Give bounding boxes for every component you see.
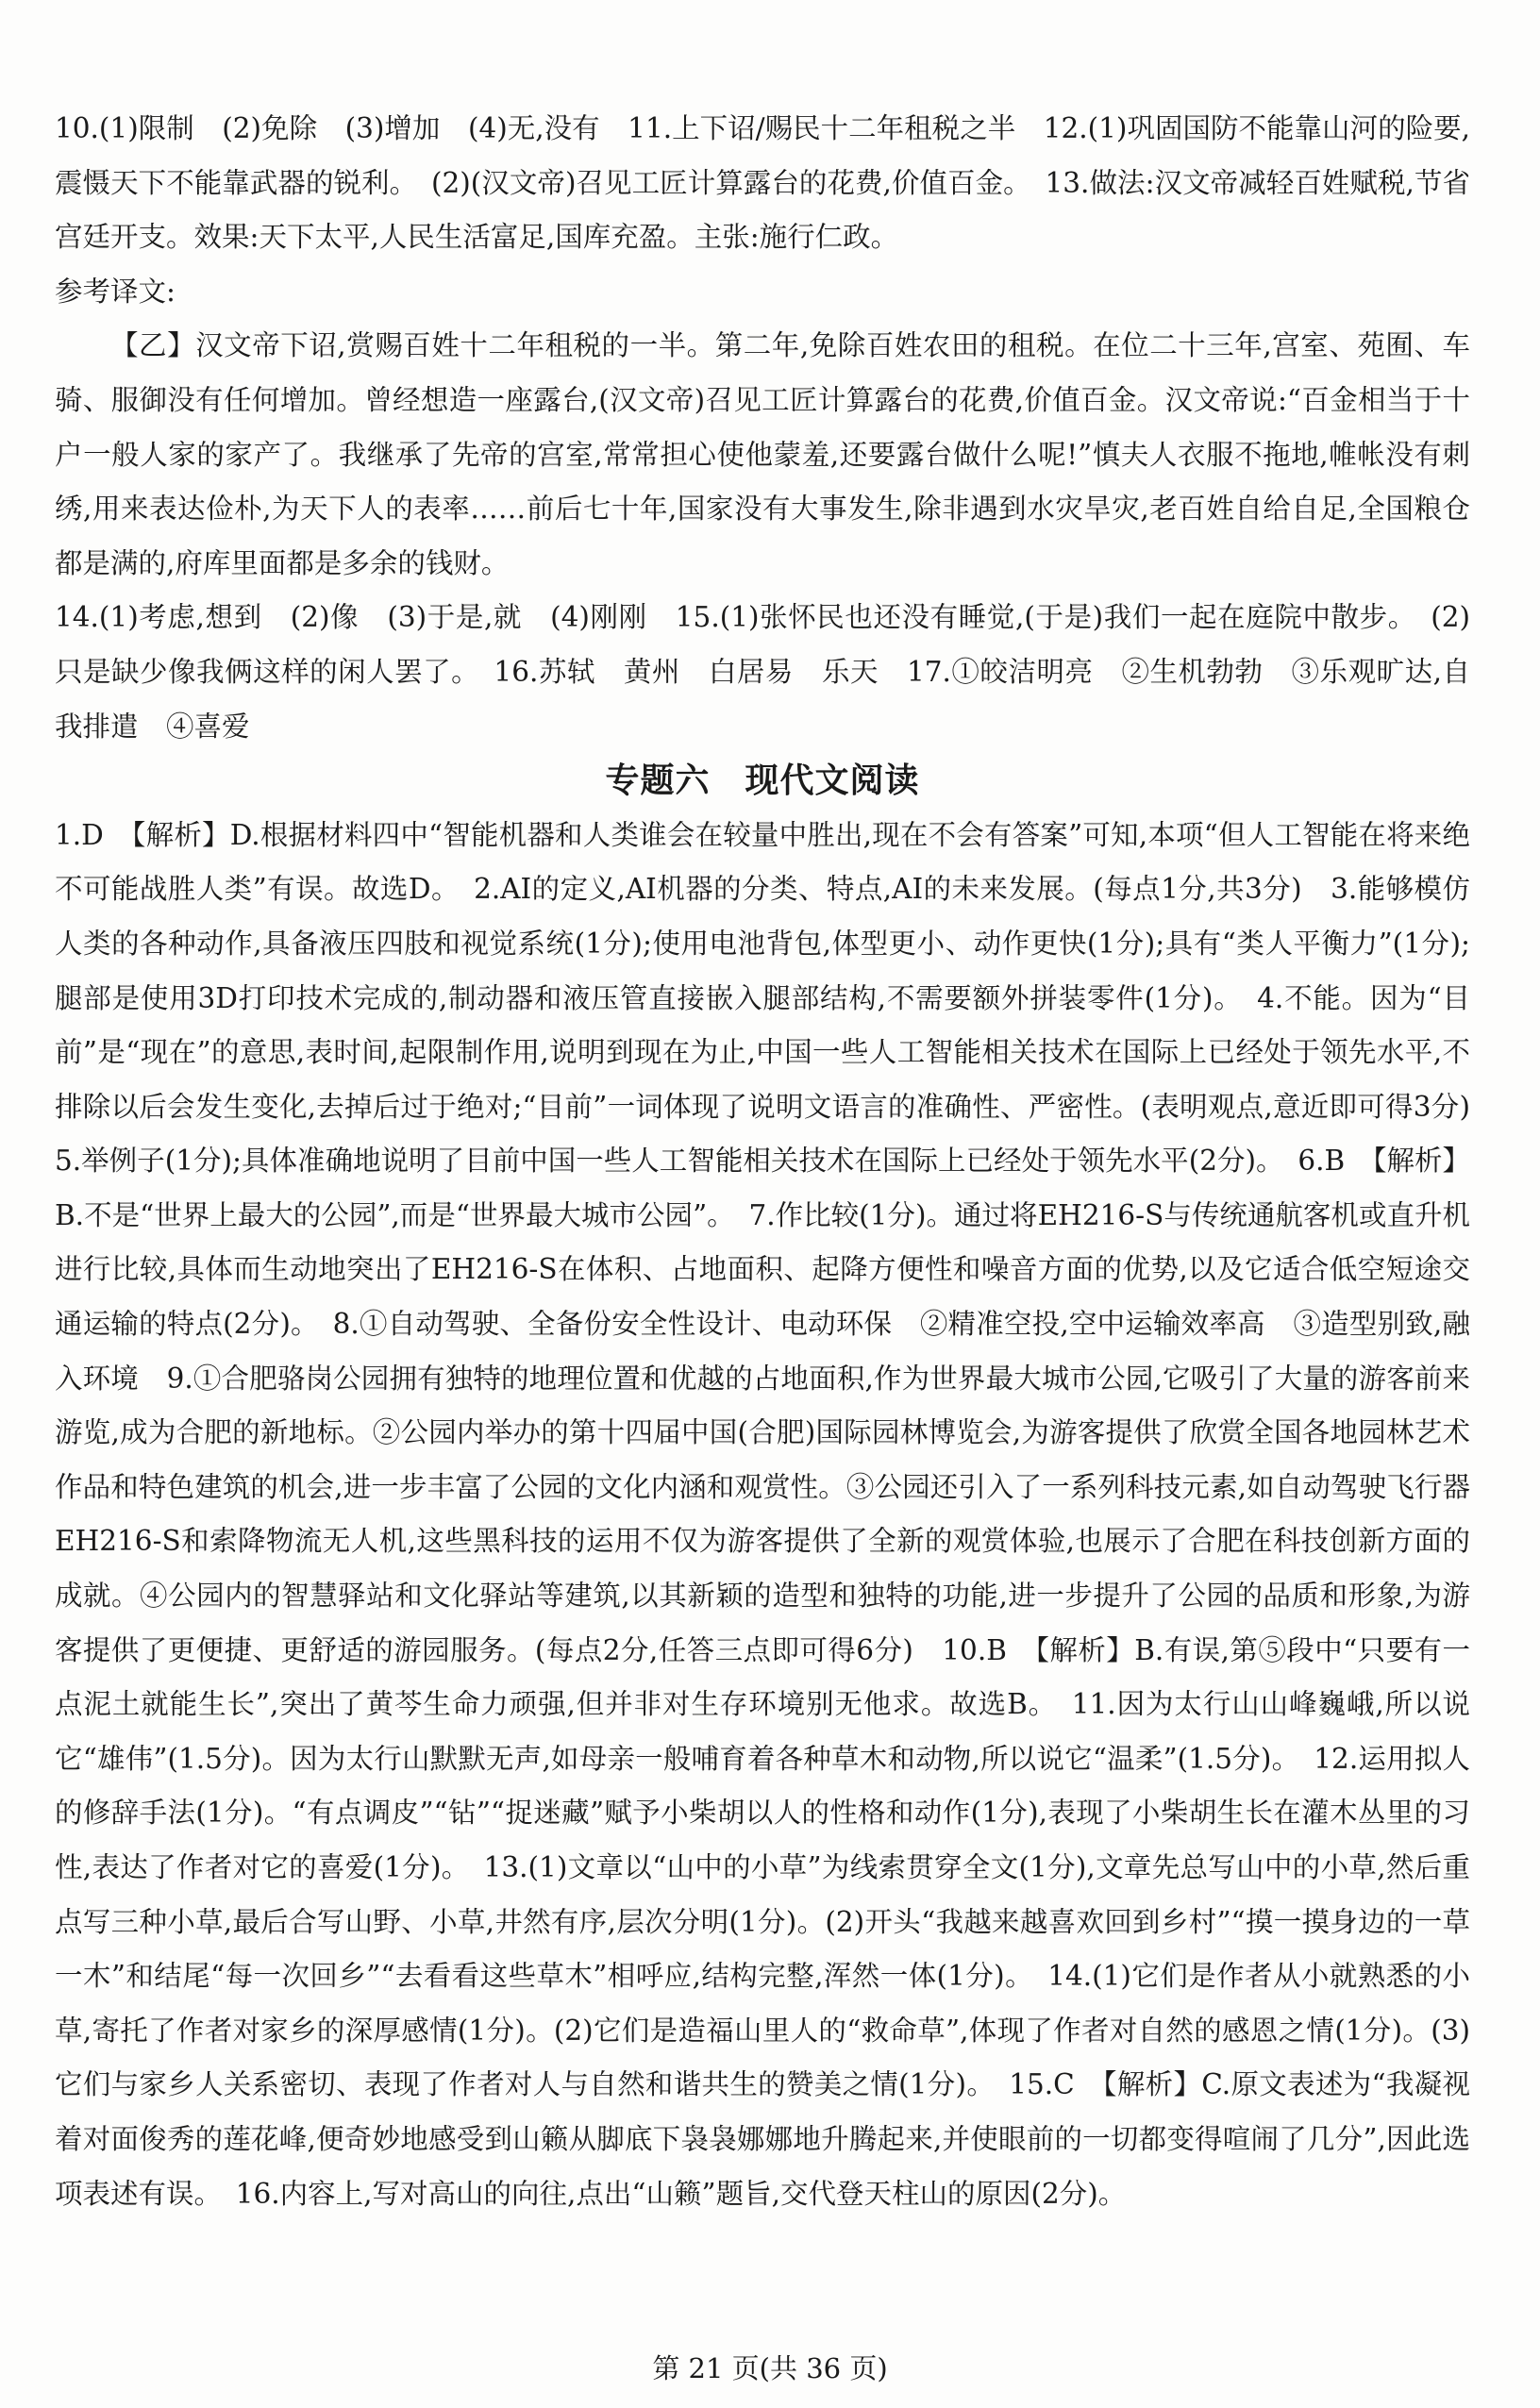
modern-reading-answers: 1.D 【解析】D.根据材料四中“智能机器和人类谁会在较量中胜出,现在不会有答案”可知,本项“但人工智能在将来绝不可能战胜人类”有误。故选D。 2.AI的定义,AI机器的分类、特点,AI的未来发展。(每点1分,共3分) 3.能够模仿人类的各种动作,具备液压四肢和视觉系统(1分);使用电池背包,体型更小、动作更快(1分);具有“类人平衡力”(1分);腿部是使用3D打印技术完成的,制动器和液压管直接嵌入腿部结构,不需要额外拼装零件(1分)。 4.不能。因为“目前”是“现在”的意思,表时间,起限制作用,说明到现在为止,中国一些人工智能相关技术在国际上已经处于领先水平,不排除以后会发生变化,去掉后过于绝对;“目前”一词体现了说明文语言的准确性、严密性。(表明观点,意近即可得3分) 5.举例子(1分);具体准确地说明了目前中国一些人工智能相关技术在国际上已经处于领先水平(2分)。 6.B 【解析】B.不是“世界上最大的公园”,而是“世界最大城市公园”。 7.作比较(1分)。通过将EH216-S与传统通航客机或直升机进行比较,具体而生动地突出了EH216-S在体积、占地面积、起降方便性和噪音方面的优势,以及它适合低空短途交通运输的特点(2分)。 8.①自动驾驶、全备份安全性设计、电动环保 ②精准空投,空中运输效率高 ③造型别致,融入环境 9.①合肥骆岗公园拥有独特的地理位置和优越的占地面积,作为世界最大城市公园,它吸引了大量的游客前来游览,成为合肥的新地标。②公园内举办的第十四届中国(合肥)国际园林博览会,为游客提供了欣赏全国各地园林艺术作品和特色建筑的机会,进一步丰富了公园的文化内涵和观赏性。③公园还引入了一系列科技元素,如自动驾驶飞行器EH216-S和索降物流无人机,这些黑科技的运用不仅为游客提供了全新的观赏体验,也展示了合肥在科技创新方面的成就。④公园内的智慧驿站和文化驿站等建筑,以其新颖的造型和独特的功能,进一步提升了公园的品质和形象,为游客提供了更便捷、更舒适的游园服务。(每点2分,任答三点即可得6分) 10.B 【解析】B.有误,第⑤段中“只要有一点泥土就能生长”,突出了黄芩生命力顽强,但并非对生存环境别无他求。故选B。 11.因为太行山山峰巍峨,所以说它“雄伟”(1.5分)。因为太行山默默无声,如母亲一般哺育着各种草木和动物,所以说它“温柔”(1.5分)。 12.运用拟人的修辞手法(1分)。“有点调皮”“钻”“捉迷藏”赋予小柴胡以人的性格和动作(1分),表现了小柴胡生长在灌木丛里的习性,表达了作者对它的喜爱(1分)。 13.(1)文章以“山中的小草”为线索贯穿全文(1分),文章先总写山中的小草,然后重点写三种小草,最后合写山野、小草,井然有序,层次分明(1分)。(2)开头“我越来越喜欢回到乡村”“摸一摸身边的一草一木”和结尾“每一次回乡”“去看看这些草木”相呼应,结构完整,浑然一体(1分)。 14.(1)它们是作者从小就熟悉的小草,寄托了作者对家乡的深厚感情(1分)。(2)它们是造福山里人的“救命草”,体现了作者对自然的感恩之情(1分)。(3)它们与家乡人关系密切、表现了作者对人与自然和谐共生的赞美之情(1分)。 15.C 【解析】C.原文表述为“我凝视着对面俊秀的莲花峰,便奇妙地感受到山籁从脚底下袅袅娜娜地升腾起来,并使眼前的一切都变得喧闹了几分”,因此选项表述有误。 16.内容上,写对高山的向往,点出“山籁”题旨,交代登天柱山的原因(2分)。 bbox=[55, 818, 1498, 2210]
section-title: 专题六 现代文阅读 bbox=[605, 761, 920, 801]
translation-label: 参考译文: bbox=[55, 275, 176, 308]
page-number: 第 21 页(共 36 页) bbox=[652, 2352, 888, 2384]
answers-14-17: 14.(1)考虑,想到 (2)像 (3)于是,就 (4)刚刚 15.(1)张怀民也还没有睡觉,(于是)我们一起在庭院中散步。 (2)只是缺少像我俩这样的闲人罢了。 16.苏轼 黄州 白居易 乐天 17.①皎洁明亮 ②生机勃勃 ③乐观旷达,自我排遣 ④喜爱 bbox=[55, 601, 1470, 743]
page-content bbox=[55, 102, 1498, 2221]
answers-10-13: 10.(1)限制 (2)免除 (3)增加 (4)无,没有 11.上下诏/赐民十二年租税之半 12.(1)巩固国防不能靠山河的险要,震慑天下不能靠武器的锐利。 (2)(汉文帝)召见工匠计算露台的花费,价值百金。 13.做法:汉文帝减轻百姓赋税,节省宫廷开支。效果:天下太平,人民生活富足,国库充盈。主张:施行仁政。 bbox=[55, 112, 1470, 254]
translation-text: 【乙】汉文帝下诏,赏赐百姓十二年租税的一半。第二年,免除百姓农田的租税。在位二十三年,宫室、苑囿、车骑、服御没有任何增加。曾经想造一座露台,(汉文帝)召见工匠计算露台的花费,价值百金。汉文帝说:“百金相当于十户一般人家的家产了。我继承了先帝的宫室,常常担心使他蒙羞,还要露台做什么呢!”慎夫人衣服不拖地,帷帐没有刺绣,用来表达俭朴,为天下人的表率……前后七十年,国家没有大事发生,除非遇到水灾旱灾,老百姓自给自足,全国粮仓都是满的,府库里面都是多余的钱财。 bbox=[55, 329, 1470, 579]
